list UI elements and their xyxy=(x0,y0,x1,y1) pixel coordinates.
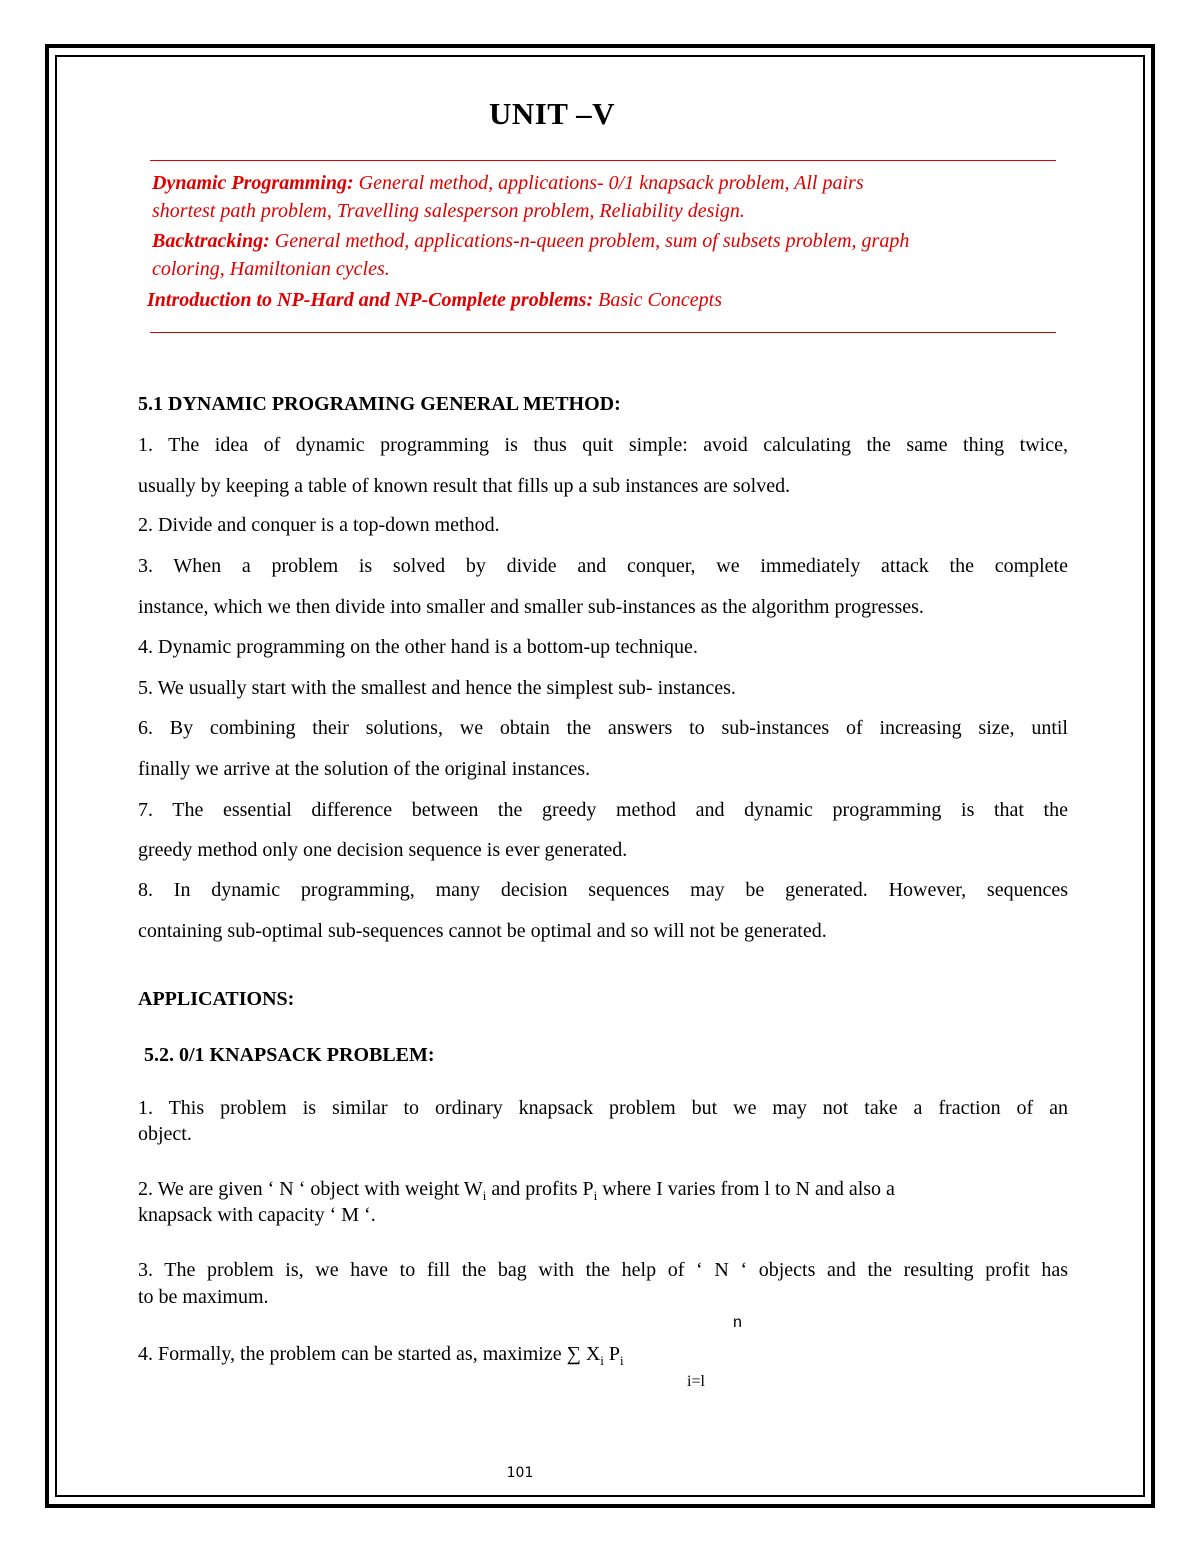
dp-point-6-line1: 6. By combining their solutions, we obtain the answers to sub-instances of increasing size, until xyxy=(138,717,1068,739)
syllabus-dp-line2: shortest path problem, Travelling salesperson problem, Reliability design. xyxy=(152,200,745,222)
dp-point-2: 2. Divide and conquer is a top-down method. xyxy=(138,514,500,536)
knapsack-point-3-line1: 3. The problem is, we have to fill the bag with the help of ‘ N ‘ objects and the resulting profit has xyxy=(138,1259,1068,1281)
syllabus-np-line: Introduction to NP-Hard and NP-Complete problems: Basic Concepts xyxy=(147,289,722,311)
syllabus-bottom-rule xyxy=(150,332,1056,333)
page-number: 101 xyxy=(506,1465,534,1481)
applications-heading: APPLICATIONS: xyxy=(138,988,295,1010)
knapsack-point-2-line1: 2. We are given ‘ N ‘ object with weight $W_i$ and profits $P_i$ where I varies from l to N and also a xyxy=(138,1178,895,1203)
dp-point-4: 4. Dynamic programming on the other hand is a bottom-up technique. xyxy=(138,636,698,658)
knapsack-point-1-line2: object. xyxy=(138,1123,192,1145)
section-dp-heading: 5.1 DYNAMIC PROGRAMING GENERAL METHOD: xyxy=(138,393,621,415)
dp-point-1-line2: usually by keeping a table of known result that fills up a sub instances are solved. xyxy=(138,475,791,497)
knapsack-point-3-line2: to be maximum. xyxy=(138,1286,269,1308)
sum-upper-limit: n xyxy=(733,1314,742,1331)
section-knapsack-heading: 5.2. 0/1 KNAPSACK PROBLEM: xyxy=(144,1044,435,1066)
dp-point-8-line2: containing sub-optimal sub-sequences cannot be optimal and so will not be generated. xyxy=(138,920,827,942)
knapsack-point-1-line1: 1. This problem is similar to ordinary knapsack problem but we may not take a fraction of an xyxy=(138,1097,1068,1119)
sum-lower-limit: i=l xyxy=(687,1373,705,1390)
dp-point-3-line2: instance, which we then divide into smaller and smaller sub-instances as the algorithm progresses. xyxy=(138,596,924,618)
knapsack-point-2-line2: knapsack with capacity ‘ M ‘. xyxy=(138,1204,376,1226)
dp-point-1-line1: 1. The idea of dynamic programming is thus quit simple: avoid calculating the same thing twice, xyxy=(138,434,1068,456)
dp-point-8-line1: 8. In dynamic programming, many decision sequences may be generated. However, sequences xyxy=(138,879,1068,901)
dp-point-6-line2: finally we arrive at the solution of the original instances. xyxy=(138,758,591,780)
syllabus-dp-line1: Dynamic Programming: General method, applications- 0/1 knapsack problem, All pairs xyxy=(152,172,864,194)
unit-title: UNIT –V xyxy=(488,96,616,131)
syllabus-top-rule xyxy=(150,160,1056,161)
knapsack-point-4: 4. Formally, the problem can be started as, maximize ∑ $X_i$ $P_i$ xyxy=(138,1343,624,1368)
syllabus-bt-line2: coloring, Hamiltonian cycles. xyxy=(152,258,390,280)
dp-point-7-line2: greedy method only one decision sequence is ever generated. xyxy=(138,839,628,861)
syllabus-bt-line1: Backtracking: General method, applications-n-queen problem, sum of subsets problem, graph xyxy=(152,230,910,252)
dp-point-5: 5. We usually start with the smallest and hence the simplest sub- instances. xyxy=(138,677,736,699)
dp-point-7-line1: 7. The essential difference between the greedy method and dynamic programming is that the xyxy=(138,799,1068,821)
dp-point-3-line1: 3. When a problem is solved by divide and conquer, we immediately attack the complete xyxy=(138,555,1068,577)
